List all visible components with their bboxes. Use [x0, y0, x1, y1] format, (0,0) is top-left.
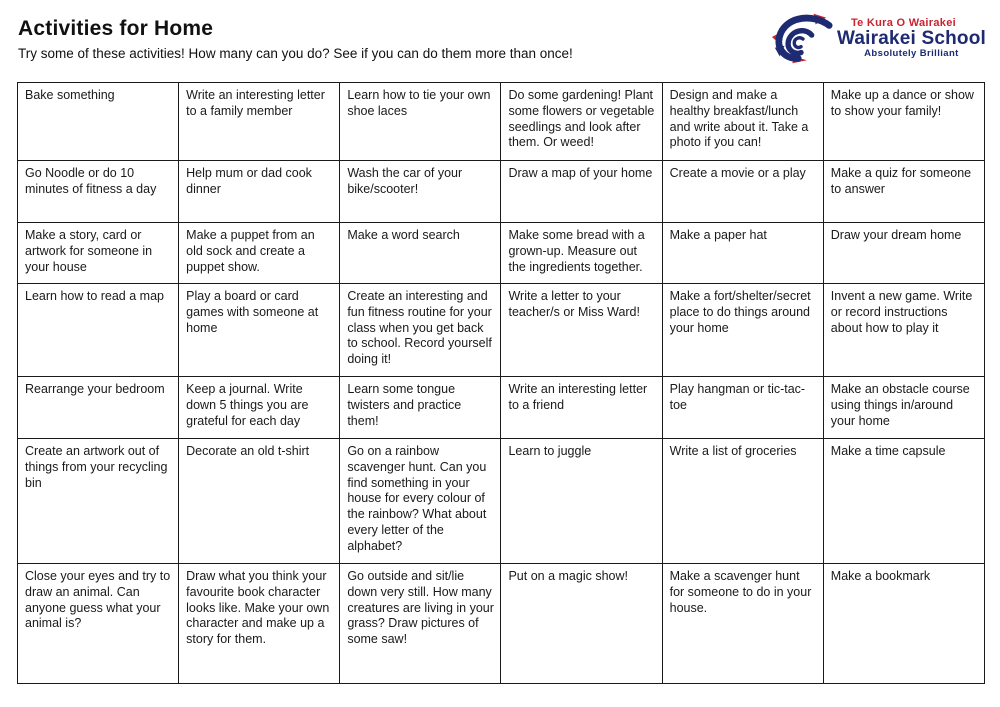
logo-school-name: Wairakei School: [836, 27, 986, 49]
activity-cell: Make a word search: [340, 223, 501, 284]
activity-cell: Create a movie or a play: [662, 161, 823, 223]
activity-cell: Make a bookmark: [823, 564, 984, 684]
activity-cell: Decorate an old t-shirt: [179, 439, 340, 564]
activity-cell: Write a letter to your teacher/s or Miss Ward!: [501, 284, 662, 377]
activity-cell: Make a fort/shelter/secret place to do things around your home: [662, 284, 823, 377]
activity-cell: Wash the car of your bike/scooter!: [340, 161, 501, 223]
activity-cell: Write an interesting letter to a family member: [179, 83, 340, 161]
activity-cell: Go on a rainbow scavenger hunt. Can you find something in your house for every colour of the rainbow? What about every letter of the alphabet?: [340, 439, 501, 564]
activity-cell: Create an interesting and fun fitness routine for your class when you get back to school. Record yourself doing it!: [340, 284, 501, 377]
activity-cell: Make a paper hat: [662, 223, 823, 284]
page-subtitle: Try some of these activities! How many can you do? See if you can do them more than once!: [18, 46, 573, 61]
activity-cell: Learn to juggle: [501, 439, 662, 564]
activity-cell: Put on a magic show!: [501, 564, 662, 684]
activity-cell: Keep a journal. Write down 5 things you are grateful for each day: [179, 377, 340, 439]
activity-cell: Learn how to tie your own shoe laces: [340, 83, 501, 161]
activity-cell: Make a time capsule: [823, 439, 984, 564]
activity-cell: Go outside and sit/lie down very still. How many creatures are living in your grass? Draw pictures of some saw!: [340, 564, 501, 684]
activity-cell: Draw a map of your home: [501, 161, 662, 223]
activity-cell: Draw what you think your favourite book character looks like. Make your own character and make up a story for them.: [179, 564, 340, 684]
activity-cell: Make a scavenger hunt for someone to do in your house.: [662, 564, 823, 684]
activity-cell: Go Noodle or do 10 minutes of fitness a day: [18, 161, 179, 223]
table-row: [18, 564, 985, 684]
school-logo: [771, 12, 986, 64]
activity-cell: Make up a dance or show to show your family!: [823, 83, 984, 161]
activity-cell: Play hangman or tic-tac-toe: [662, 377, 823, 439]
table-row: [18, 161, 985, 223]
activity-cell: Make an obstacle course using things in/around your home: [823, 377, 984, 439]
activity-cell: Close your eyes and try to draw an animal. Can anyone guess what your animal is?: [18, 564, 179, 684]
activity-cell: Do some gardening! Plant some flowers or vegetable seedlings and look after them. Or weed!: [501, 83, 662, 161]
activity-cell: Draw your dream home: [823, 223, 984, 284]
activity-cell: Invent a new game. Write or record instructions about how to play it: [823, 284, 984, 377]
activity-cell: Write a list of groceries: [662, 439, 823, 564]
activity-cell: Create an artwork out of things from your recycling bin: [18, 439, 179, 564]
activity-cell: Bake something: [18, 83, 179, 161]
activity-cell: Learn how to read a map: [18, 284, 179, 377]
activity-cell: Make a quiz for someone to answer: [823, 161, 984, 223]
activity-cell: Play a board or card games with someone at home: [179, 284, 340, 377]
activity-cell: Write an interesting letter to a friend: [501, 377, 662, 439]
table-row: [18, 284, 985, 377]
table-row: [18, 83, 985, 161]
table-row: [18, 223, 985, 284]
activity-cell: Help mum or dad cook dinner: [179, 161, 340, 223]
table-row: [18, 439, 985, 564]
koru-swirl-icon: [771, 12, 833, 64]
logo-maori-name: Te Kura O Wairakei: [850, 16, 956, 29]
logo-motto: Absolutely Brilliant: [864, 48, 959, 60]
school-logo-text: [837, 17, 986, 60]
activity-cell: Make some bread with a grown-up. Measure out the ingredients together.: [501, 223, 662, 284]
activity-cell: Learn some tongue twisters and practice them!: [340, 377, 501, 439]
activity-cell: Make a story, card or artwork for someone in your house: [18, 223, 179, 284]
activity-cell: Rearrange your bedroom: [18, 377, 179, 439]
activity-cell: Design and make a healthy breakfast/lunch and write about it. Take a photo if you can!: [662, 83, 823, 161]
page-title: Activities for Home: [18, 17, 214, 40]
activities-table: [17, 82, 985, 684]
table-row: [18, 377, 985, 439]
activity-cell: Make a puppet from an old sock and create a puppet show.: [179, 223, 340, 284]
